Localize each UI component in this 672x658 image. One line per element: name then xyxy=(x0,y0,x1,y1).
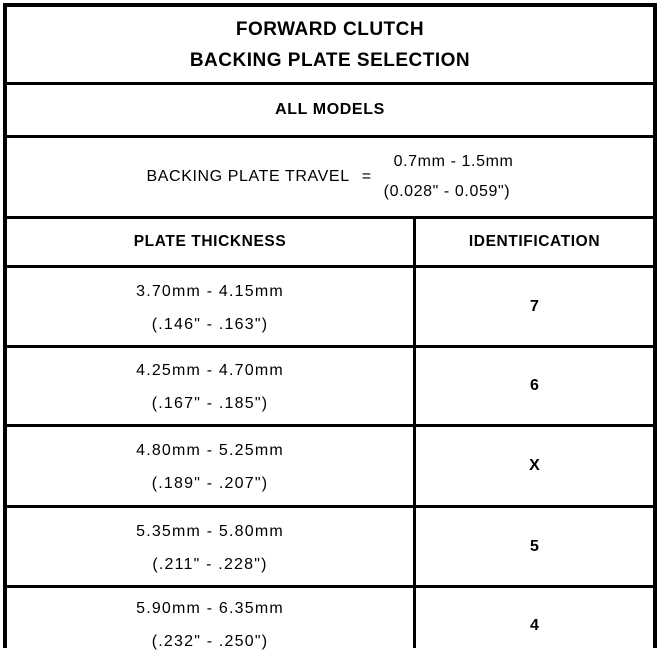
thickness-cell xyxy=(7,268,413,345)
thickness-imperial: (.189" - .207") xyxy=(151,475,269,492)
identification-cell: 6 xyxy=(530,377,539,394)
travel-metric: 0.7mm - 1.5mm xyxy=(393,153,514,170)
identification-cell: 4 xyxy=(530,617,539,634)
travel-row xyxy=(7,138,653,219)
identification-cell: 7 xyxy=(530,297,539,315)
thickness-metric: 3.70mm - 4.15mm xyxy=(136,282,284,300)
identification-cell: X xyxy=(529,457,540,474)
table-row xyxy=(7,508,653,588)
models-row xyxy=(7,85,653,138)
thickness-cell xyxy=(7,588,413,652)
travel-imperial: (0.028" - 0.059") xyxy=(383,183,511,200)
thickness-metric: 4.25mm - 4.70mm xyxy=(136,362,284,379)
travel-equals: = xyxy=(361,168,372,185)
table-row xyxy=(7,588,653,652)
thickness-metric: 5.35mm - 5.80mm xyxy=(136,522,284,540)
thickness-cell xyxy=(7,427,413,505)
table-row xyxy=(7,268,653,348)
identification-cell: 5 xyxy=(530,537,539,555)
table-header-row xyxy=(7,219,653,268)
thickness-imperial: (.211" - .228") xyxy=(152,555,268,573)
header-identification: IDENTIFICATION xyxy=(468,233,601,250)
models-label: ALL MODELS xyxy=(275,101,385,118)
travel-label: BACKING PLATE TRAVEL xyxy=(146,168,350,185)
table-row xyxy=(7,348,653,427)
title-line-2: BACKING PLATE SELECTION xyxy=(189,49,471,71)
thickness-cell xyxy=(7,348,413,424)
table-row xyxy=(7,427,653,508)
selection-table xyxy=(3,3,657,648)
thickness-metric: 5.90mm - 6.35mm xyxy=(136,600,284,617)
thickness-imperial: (.167" - .185") xyxy=(151,395,269,412)
thickness-imperial: (.232" - .250") xyxy=(151,633,269,650)
title-line-1: FORWARD CLUTCH xyxy=(235,18,425,40)
thickness-metric: 4.80mm - 5.25mm xyxy=(136,442,284,459)
table-title xyxy=(7,7,653,85)
thickness-table xyxy=(7,219,653,648)
travel-spec xyxy=(147,147,514,207)
thickness-cell xyxy=(7,508,413,585)
header-plate-thickness: PLATE THICKNESS xyxy=(133,233,287,250)
travel-values xyxy=(384,147,514,207)
thickness-imperial: (.146" - .163") xyxy=(151,315,269,333)
